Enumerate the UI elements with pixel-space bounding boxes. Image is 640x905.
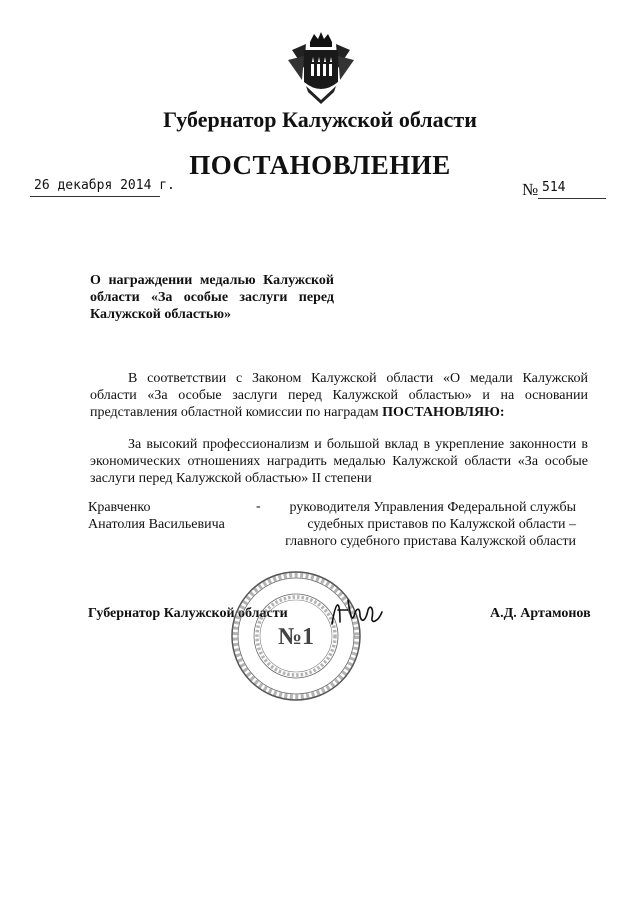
document-type-title: ПОСТАНОВЛЕНИЕ — [189, 150, 451, 180]
body-paragraph-award — [90, 436, 588, 487]
recipient-position: руководителя Управления Федеральной службы судебных приставов по Калужской области – главного судебного пристава Калужской области — [285, 500, 576, 549]
date-underline — [30, 196, 160, 197]
body-paragraph-basis — [90, 370, 588, 421]
number-underline — [538, 198, 606, 199]
seal-center-mark: №1 — [277, 624, 315, 650]
recipient-surname: Кравченко — [88, 500, 151, 515]
official-seal-stamp — [228, 568, 364, 704]
document-date: 26 декабря 2014 г. — [34, 178, 175, 193]
basis-text: В соответствии с Законом Калужской области «О медали Калужской области «За особые заслуги перед Калужской областью» и на основании представления областной комиссии по наградам — [90, 371, 588, 420]
award-text: За высокий профессионализм и большой вклад в укрепление законности в экономических отношениях наградить медалью Калужской области «За особые заслуги перед Калужской областью» II степени — [90, 437, 588, 486]
document-number: 514 — [542, 180, 566, 195]
recipient-dash: - — [256, 499, 261, 514]
handwritten-signature — [326, 594, 386, 628]
signatory-title: Губернатор Калужской области — [88, 606, 288, 621]
recipient-given-names: Анатолия Васильевича — [88, 517, 225, 532]
document-subject: О награждении медалью Калужской области «За особые заслуги перед Калужской областью» — [90, 273, 334, 322]
resolve-keyword: ПОСТАНОВЛЯЮ: — [382, 405, 505, 420]
coat-of-arms-emblem — [284, 30, 358, 106]
signatory-name: А.Д. Артамонов — [490, 606, 591, 621]
number-label: № — [522, 180, 539, 199]
recipient-name — [88, 499, 248, 533]
issuer-title: Губернатор Калужской области — [163, 107, 477, 132]
